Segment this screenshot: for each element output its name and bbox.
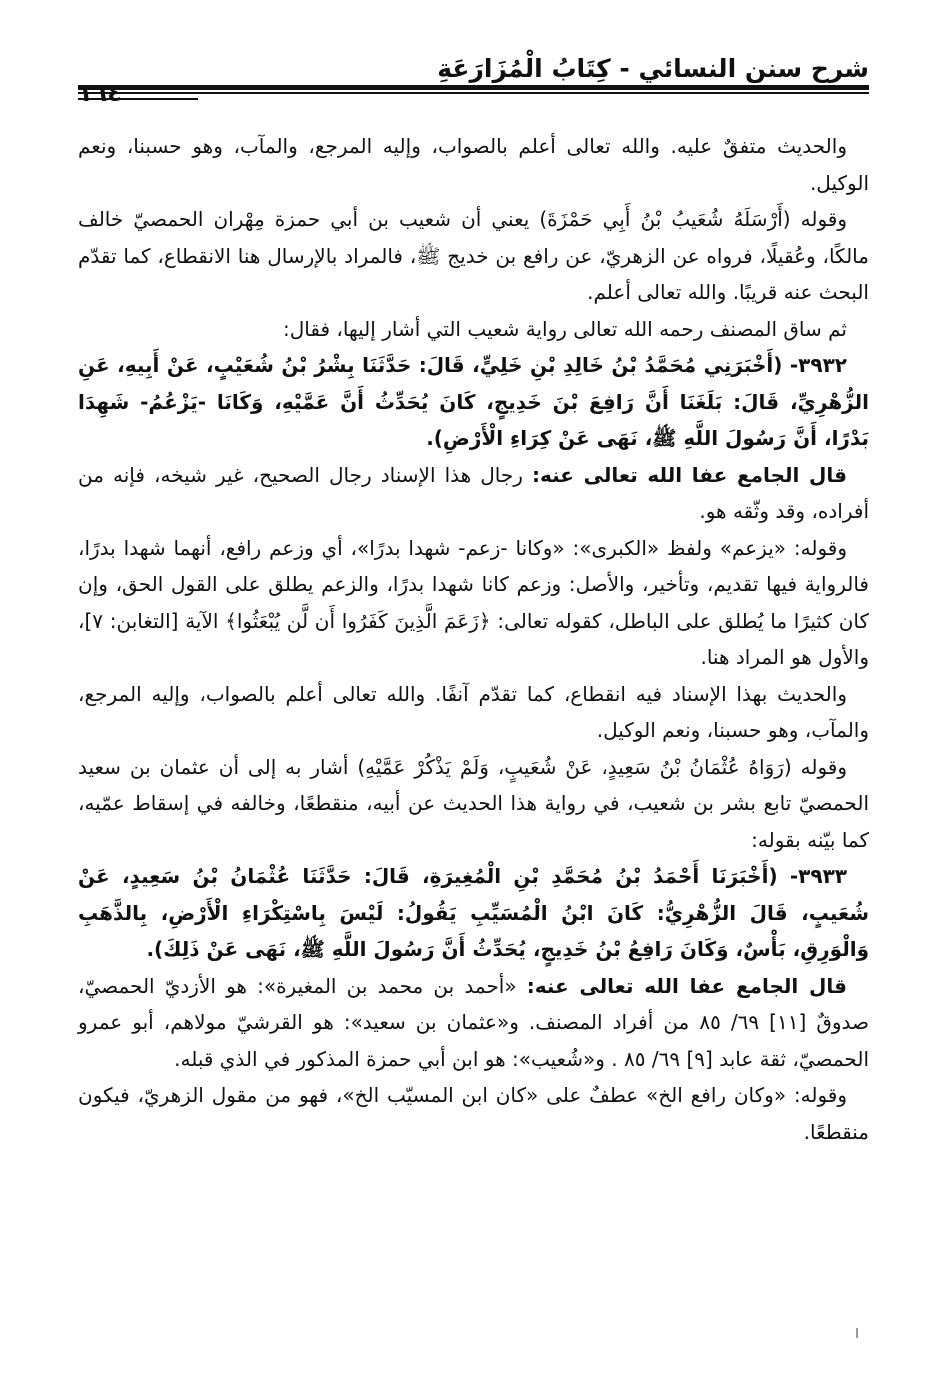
header-rule-thick	[78, 85, 869, 90]
paragraph-text: والحديث بهذا الإسناد فيه انقطاع، كما تقدّم آنفًا. والله تعالى أعلم بالصواب، وإليه المرجع، والمآب، وهو حسبنا، ونعم الوكيل.	[78, 681, 869, 742]
paragraph-11	[78, 1077, 869, 1150]
paragraph-text: رجال هذا الإسناد رجال الصحيح، غير شيخه، فإنه من أفراده، وقد وثّقه هو.	[78, 462, 869, 523]
commentary-lead: قال الجامع عفا الله تعالى عنه:	[532, 462, 847, 487]
hadith-3933	[78, 858, 869, 968]
scan-mark	[856, 1328, 858, 1338]
paragraph-commentary-2	[78, 968, 869, 1078]
hadith-text: ٣٩٣٣- (أَخْبَرَنَا أَحْمَدُ بْنُ مُحَمَّدِ بْنِ الْمُغِيرَةِ، قَالَ: حَدَّثَنَا عُثْمَانُ بْنُ سَعِيدٍ، عَنْ شُعَيبٍ، قَالَ الزُّهْرِيُّ: كَانَ ابْنُ الْمُسَيِّبِ يَقُولُ: لَيْسَ بِاسْتِكْرَاءِ الْأَرْضِ، بِالذَّهَبِ وَالْوَرِقِ، بَأْسٌ، وَكَانَ رَافِعُ بْنُ خَدِيجٍ، يُحَدِّثُ أَنَّ رَسُولَ اللَّهِ ﷺ، نَهَى عَنْ ذَلِكَ).	[78, 864, 869, 961]
hadith-text: ٣٩٣٢- (أَخْبَرَنِي مُحَمَّدُ بْنُ خَالِدِ بْنِ خَلِيٍّ، قَالَ: حَدَّثَنَا بِشْرُ بْنُ شُعَيْبٍ، عَنْ أَبِيهِ، عَنِ الزُّهْرِيِّ، قَالَ: بَلَغَنَا أَنَّ رَافِعَ بْنَ خَدِيجٍ، كَانَ يُحَدِّثُ أَنَّ عَمَّيْهِ، وَكَانَا -يَزْعُمُ- شَهِدَا بَدْرًا، أَنَّ رَسُولَ اللَّهِ ﷺ، نَهَى عَنْ كِرَاءِ الْأَرْضِ).	[78, 353, 869, 450]
header-rule-short	[78, 98, 198, 100]
paragraph-text: والحديث متفقٌ عليه. والله تعالى أعلم بالصواب، وإليه المرجع، والمآب، وهو حسبنا، ونعم الوكيل.	[78, 134, 869, 195]
page-body	[78, 128, 869, 1150]
header-rule-thin	[78, 92, 869, 94]
paragraph-text: ثم ساق المصنف رحمه الله تعالى رواية شعيب التي أشار إليها، فقال:	[282, 316, 847, 341]
paragraph-2	[78, 201, 869, 311]
page-header	[78, 52, 869, 110]
paragraph-1	[78, 128, 869, 201]
paragraph-8	[78, 749, 869, 859]
paragraph-6	[78, 530, 869, 676]
paragraph-3	[78, 311, 869, 348]
commentary-lead: قال الجامع عفا الله تعالى عنه:	[526, 973, 847, 998]
paragraph-7	[78, 676, 869, 749]
running-title: شرح سنن النسائي - كِتَابُ الْمُزَارَعَةِ	[437, 54, 869, 83]
paragraph-text: وقوله: «يزعم» ولفظ «الكبرى»: «وكانا -زعم- شهدا بدرًا»، أي وزعم رافع، أنهما شهدا بدرًا، فالرواية فيها تقديم، وتأخير، والأصل: وزعم كانا شهدا بدرًا، والزعم يطلق على القول الحق، وإن كان كثيرًا ما يُطلق على الباطل، كقوله تعالى: ﴿زَعَمَ الَّذِينَ كَفَرُوا أَن لَّن يُبْعَثُوا﴾ الآية [التغابن: ٧]، والأول هو المراد هنا.	[78, 535, 869, 669]
paragraph-text: وقوله (رَوَاهُ عُثْمَانُ بْنُ سَعِيدٍ، عَنْ شُعَيبٍ، وَلَمْ يَذْكُرْ عَمَّيْهِ) أشار به إلى أن عثمان بن سعيد الحمصيّ تابع بشر بن شعيب، في رواية هذا الحديث عن أبيه، منقطعًا، وخالفه في إسقاط عمّيه، كما بيّنه بقوله:	[78, 754, 869, 852]
paragraph-text: وقوله: «وكان رافع الخ» عطفٌ على «كان ابن المسيّب الخ»، فهو من مقول الزهريّ، فيكون منقطعًا.	[78, 1083, 869, 1144]
paragraph-text: «أحمد بن محمد بن المغيرة»: هو الأزديّ الحمصيّ، صدوقٌ [١١] ٦٩/ ٨٥ من أفراد المصنف. و«عثمان بن سعيد»: هو القرشيّ مولاهم، أبو عمرو الحمصيّ، ثقة عابد [٩] ٦٩/ ٨٥ . و«شُعيب»: هو ابن أبي حمزة المذكور في الذي قبله.	[78, 973, 869, 1071]
paragraph-commentary-1	[78, 457, 869, 530]
paragraph-text: وقوله (أَرْسَلَهُ شُعَيبُ بْنُ أَبِي حَمْزَةَ) يعني أن شعيب بن أبي حمزة مِهْران الحمصيّ خالف مالكًا، وعُقيلًا، فرواه عن الزهريّ، عن رافع بن خديج ﷺ، فالمراد بالإرسال هنا الانقطاع، كما تقدّم البحث عنه قريبًا. والله تعالى أعلم.	[78, 207, 869, 304]
hadith-3932	[78, 347, 869, 457]
